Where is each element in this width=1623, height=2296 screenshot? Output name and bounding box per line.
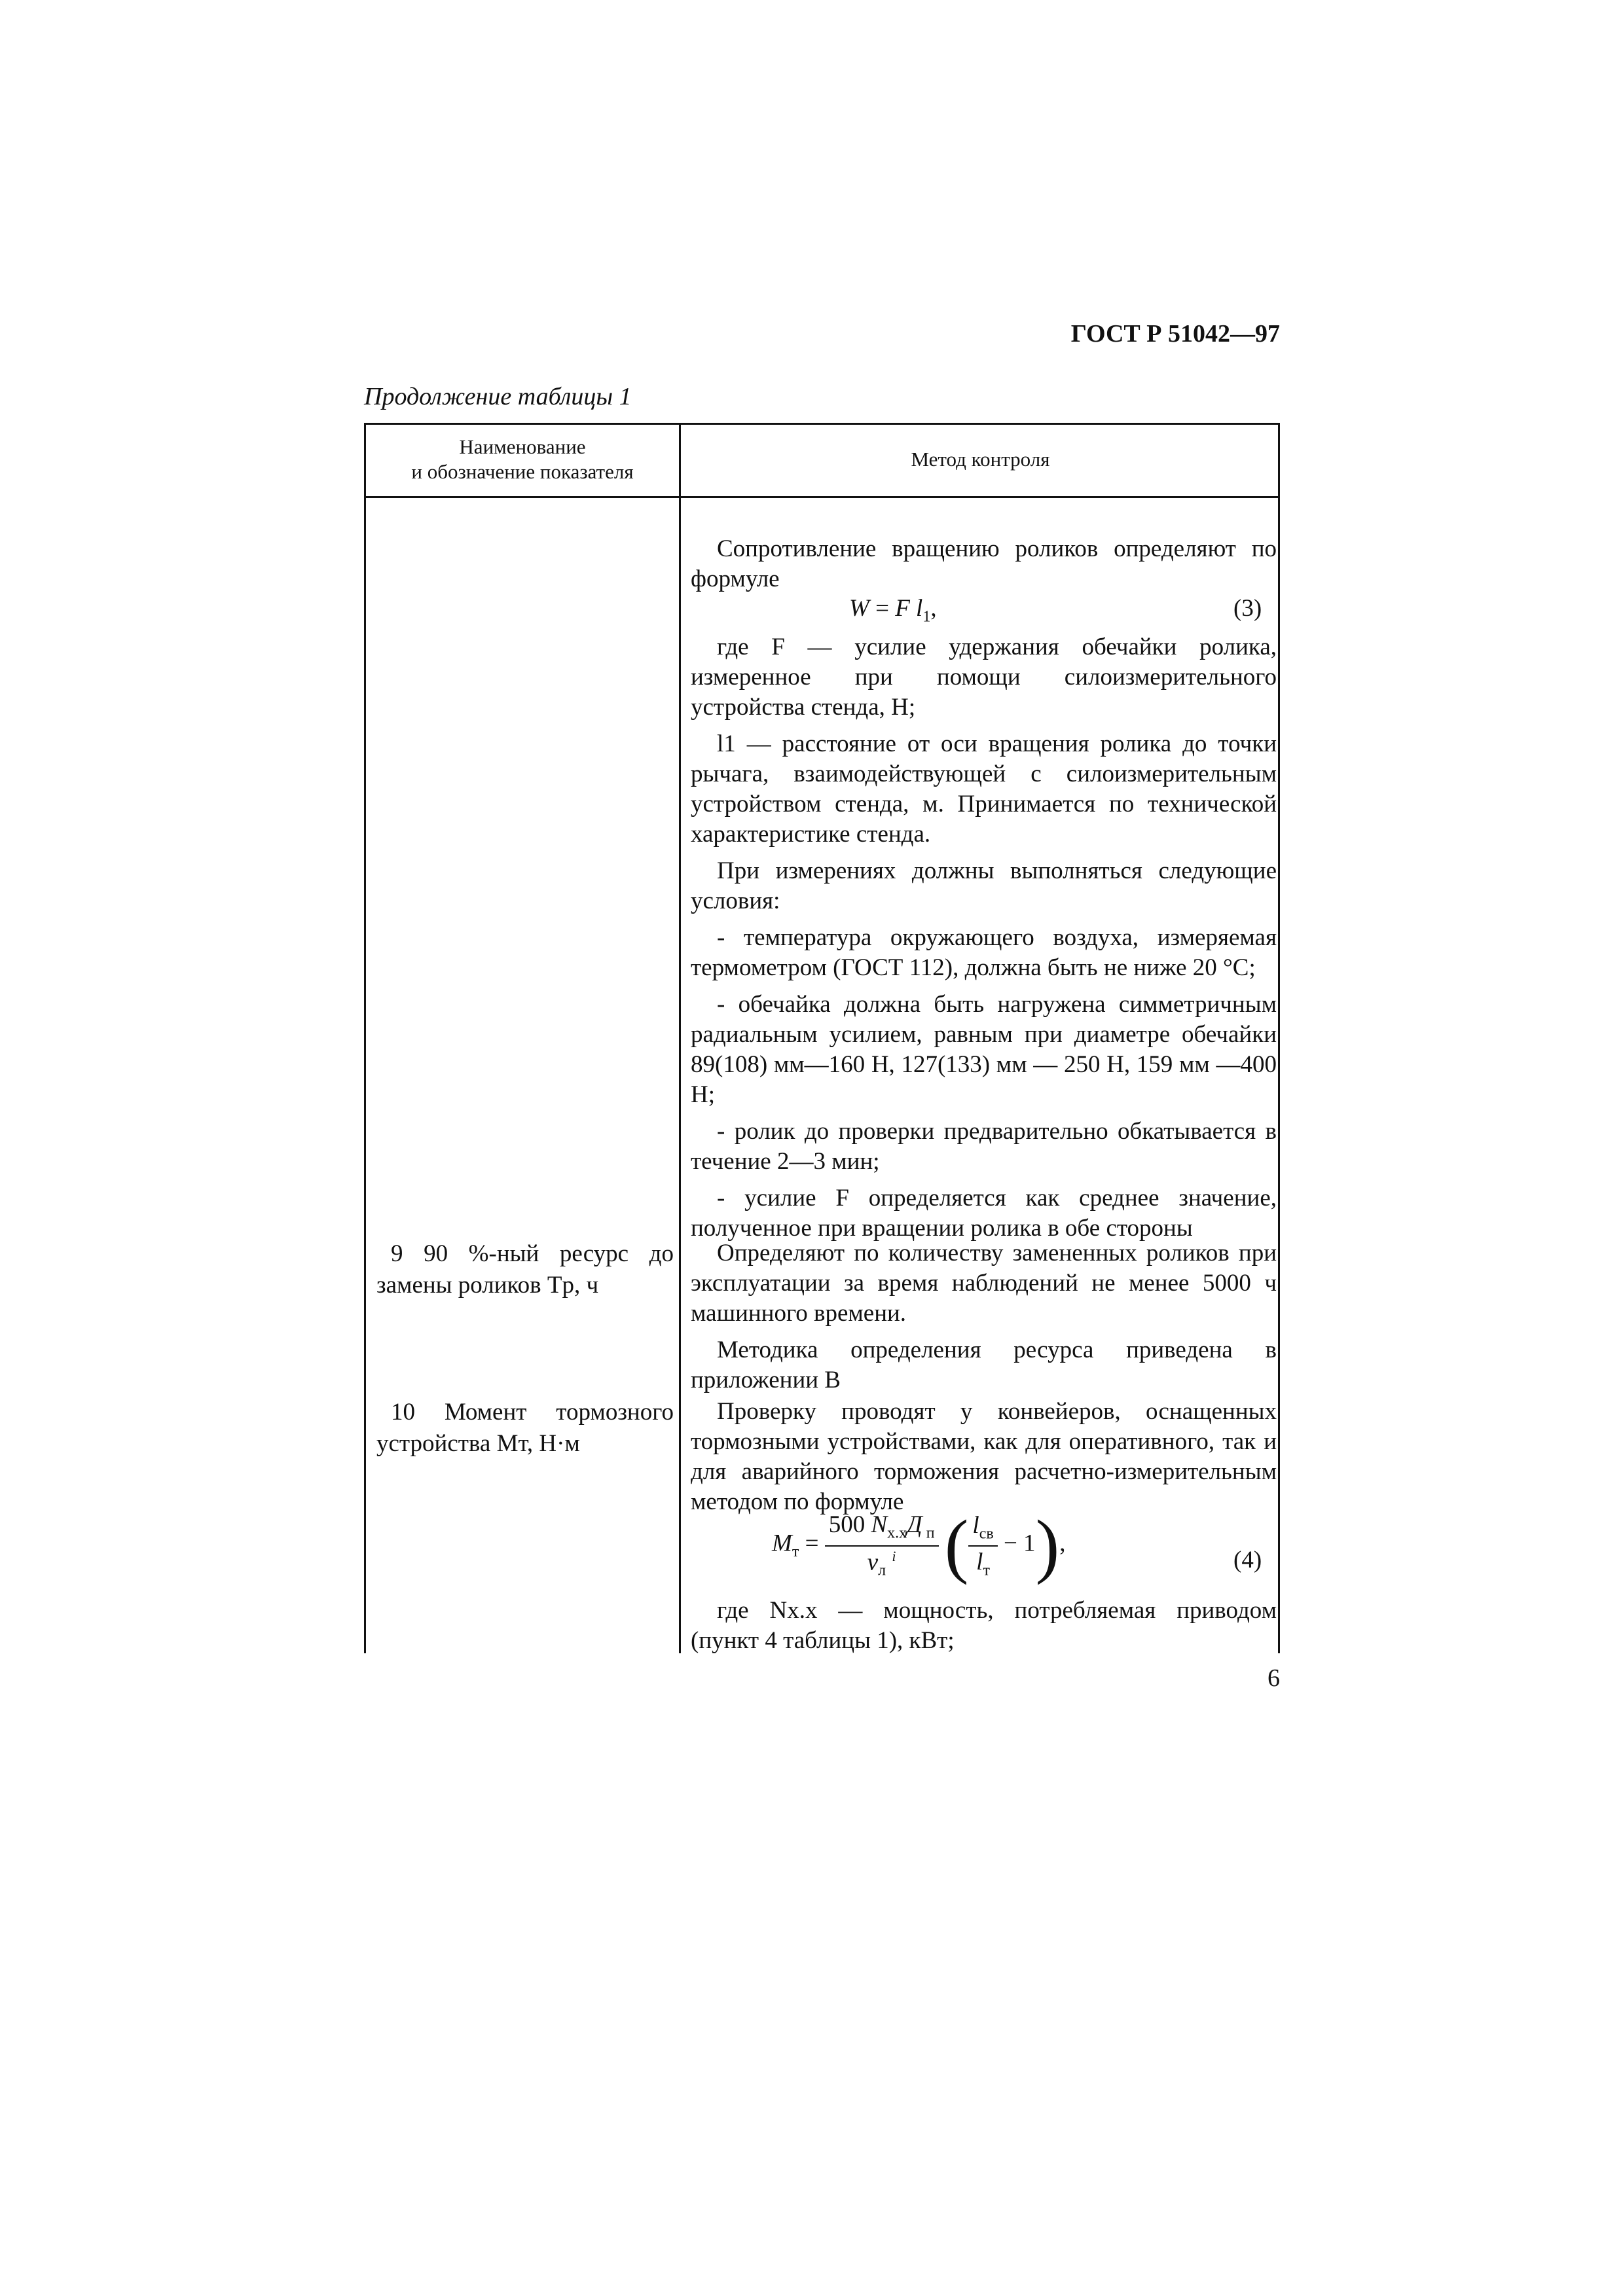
paragraph: При измерениях должны выполняться следующие условия: — [691, 857, 1277, 914]
row-rotation-resistance-method — [691, 534, 1277, 594]
row-9-label: 9 90 %-ный ресурс до замены роликов Tр, ч — [376, 1240, 674, 1299]
paragraph: - обечайка должна быть нагружена симметричным радиальным усилием, равным при диаметре обечайки 89(108) мм—160 Н, 127(133) мм — 250 Н, 159 мм —400 Н; — [691, 991, 1277, 1108]
row-rotation-resistance-method-cont — [691, 632, 1277, 1244]
formula-4: $M_т$ = $\frac{500 N_{х.х}Д _п}{v_л ^i}$ ( $\frac{l_{св}}{l_т}$ − 1), — [772, 1505, 1066, 1585]
document-code: ГОСТ Р 51042—97 — [1070, 320, 1280, 348]
table — [364, 423, 1280, 1653]
paragraph: где F — усилие удержания обечайки ролика, измеренное при помощи силоизмерительного устройства стенда, Н; — [691, 634, 1277, 721]
row-10-method-cont — [691, 1596, 1277, 1656]
paragraph: - температура окружающего воздуха, измеряемая термометром (ГОСТ 112), должна быть не ниже 20 °С; — [691, 924, 1277, 981]
row-10-label: 10 Момент тормозного устройства Mт, Н·м — [376, 1399, 674, 1457]
paragraph: l1 — расстояние от оси вращения ролика до точки рычага, взаимодействующей с силоизмерительным устройством стенда, м. Принимается по технической характеристике стенда. — [691, 730, 1277, 848]
row-10-method — [691, 1397, 1277, 1517]
paragraph: где Nх.х — мощность, потребляемая приводом (пункт 4 таблицы 1), кВт; — [691, 1597, 1277, 1654]
table-header-border — [366, 496, 1278, 498]
column-header-name-line1: Наименование — [459, 435, 586, 458]
table-caption: Продолжение таблицы 1 — [364, 383, 632, 410]
column-header-name — [366, 423, 679, 496]
column-header-name-line2: и обозначение показателя — [411, 460, 634, 483]
paragraph: Проверку проводят у конвейеров, оснащенных тормозными устройствами, как для оперативного, так и для аварийного торможения расчетно-измерительным методом по формуле — [691, 1398, 1277, 1515]
paragraph: Методика определения ресурса приведена в приложении В — [691, 1336, 1277, 1393]
table-column-divider — [679, 423, 681, 1653]
paragraph: - усилие F определяется как среднее значение, полученное при вращении ролика в обе стороны — [691, 1185, 1277, 1242]
formula-3-number: (3) — [1233, 595, 1262, 622]
row-9-method — [691, 1238, 1277, 1395]
column-header-method: Метод контроля — [911, 448, 1050, 471]
formula-3: W = F $l_1$, — [849, 595, 937, 626]
formula-4-number: (4) — [1233, 1547, 1262, 1573]
paragraph: - ролик до проверки предварительно обкатывается в течение 2—3 мин; — [691, 1118, 1277, 1175]
paragraph: Сопротивление вращению роликов определяют по формуле — [691, 535, 1277, 592]
paragraph: Определяют по количеству замененных роликов при эксплуатации за время наблюдений не менее 5000 ч машинного времени. — [691, 1240, 1277, 1327]
page-number: 6 — [1267, 1664, 1280, 1692]
